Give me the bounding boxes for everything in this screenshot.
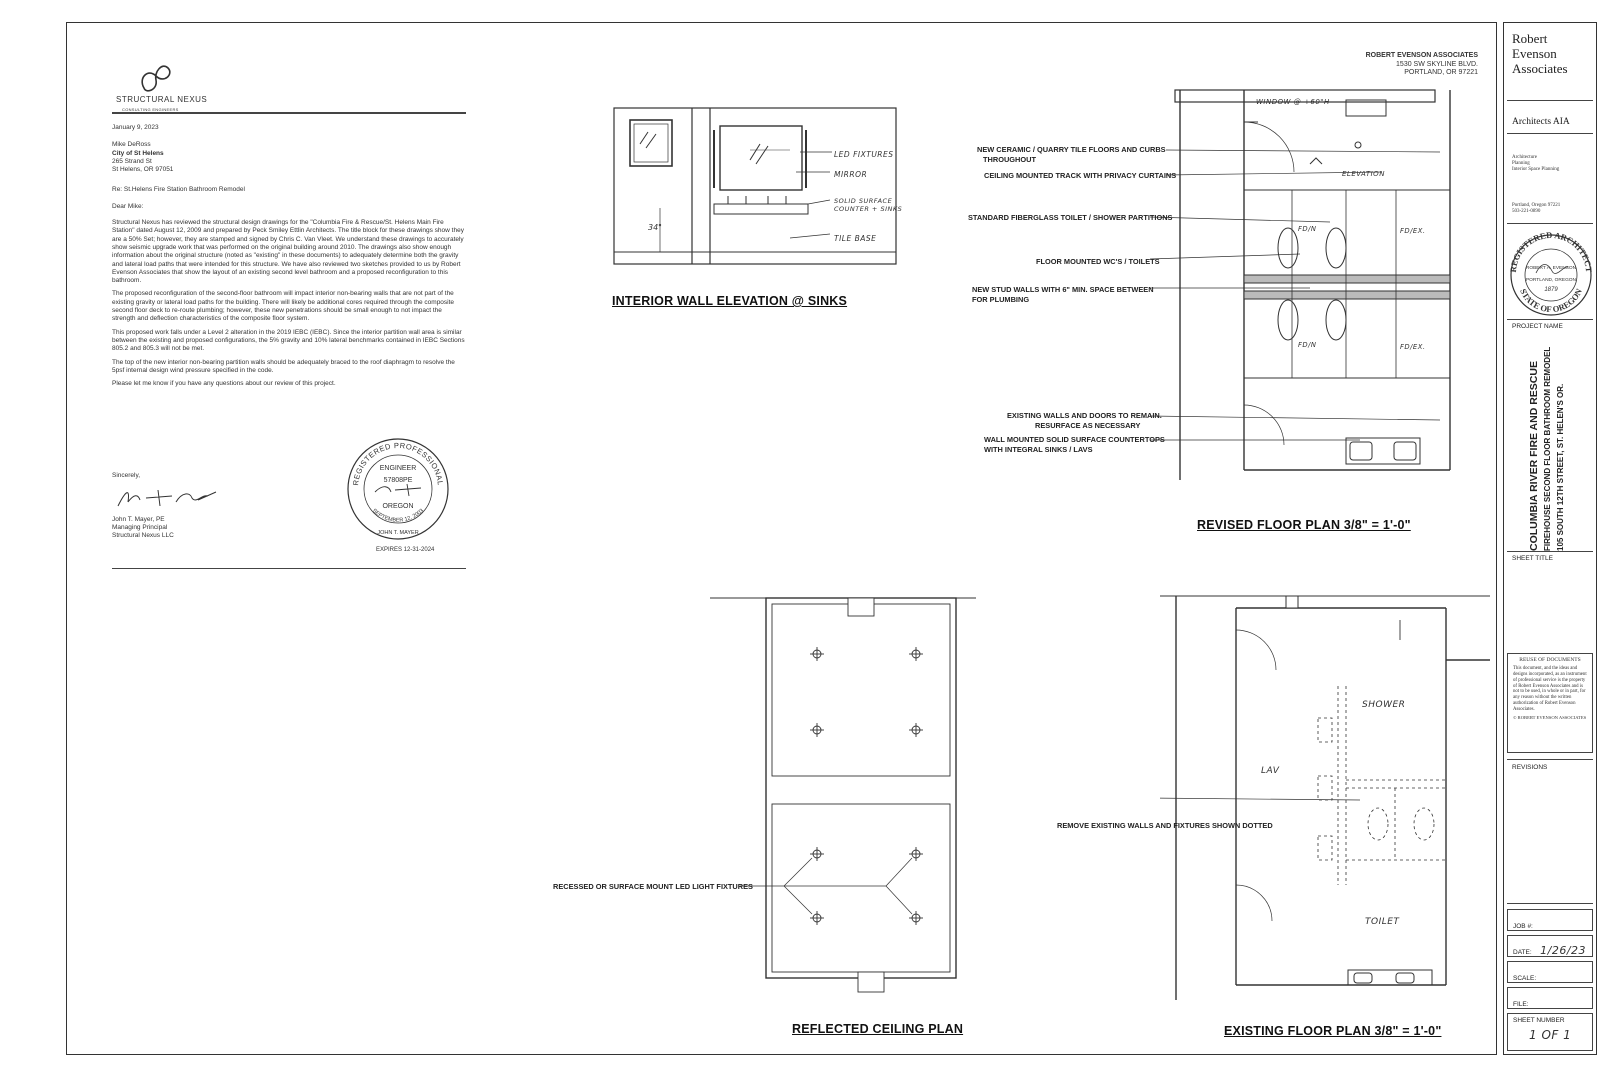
letter-paragraph: Please let me know if you have any questions about our review of this project. xyxy=(112,380,336,388)
elev-label-counter: COUNTER + SINKS xyxy=(834,205,903,213)
divider xyxy=(1507,759,1593,760)
file-cell xyxy=(1507,987,1593,1009)
elev-label-mirror: MIRROR xyxy=(834,170,868,179)
seal-role: ENGINEER xyxy=(379,465,417,472)
window-label: WINDOW @ +60"H xyxy=(1256,98,1330,106)
ceiling-note: RECESSED OR SURFACE MOUNT LED LIGHT FIXTURES xyxy=(553,882,753,891)
firm-header-name: ROBERT EVENSON ASSOCIATES xyxy=(1365,52,1478,59)
revised-note: RESURFACE AS NECESSARY xyxy=(1035,421,1141,430)
stamp-num: 1879 xyxy=(1544,287,1558,293)
recipient-line: Mike DeRoss xyxy=(112,141,151,149)
signer-line: Managing Principal xyxy=(112,523,168,531)
title-block xyxy=(1503,22,1597,1055)
firm-phone: 503-221-0890 xyxy=(1512,209,1541,215)
date-label: DATE: xyxy=(1513,949,1532,956)
firm-contact xyxy=(1512,203,1560,215)
signer-line: John T. Mayer, PE xyxy=(112,515,165,523)
job-label: JOB #: xyxy=(1513,923,1533,930)
firm-header xyxy=(1320,52,1478,78)
divider xyxy=(1507,551,1593,552)
firm-name-line: Evenson xyxy=(1512,46,1557,61)
divider xyxy=(1507,223,1593,224)
elevation-tag: ELEVATION xyxy=(1342,170,1385,178)
letter-paragraph: This proposed work falls under a Level 2 alteration in the 2019 IEBC (IEBC). Since the interior partition wall area is similar between the existing and proposed configurations, the 5% gravity and 10% lateral benchmarks contained in IEBC Sections 805.2 and 805.3 will not be met. xyxy=(112,328,465,353)
firm-header-address: 1530 SW SKYLINE BLVD. xyxy=(1396,60,1478,68)
recipient-line: 265 Strand St xyxy=(112,157,152,165)
revised-note: WITH INTEGRAL SINKS / LAVS xyxy=(984,445,1093,454)
letter-bottom-rule xyxy=(112,568,466,569)
project-name-label: PROJECT NAME xyxy=(1512,323,1563,330)
signer-line: Structural Nexus LLC xyxy=(112,532,174,540)
job-number-cell xyxy=(1507,909,1593,931)
existing-plan-title: EXISTING FLOOR PLAN 3/8" = 1'-0" xyxy=(1224,1024,1442,1038)
project-line-3: 105 SOUTH 12TH STREET, ST. HELEN'S OR. xyxy=(1556,383,1565,551)
elev-label-led: LED FIXTURES xyxy=(834,150,894,159)
service-line: Architecture xyxy=(1512,155,1537,160)
revised-plan-leader-lines xyxy=(1150,140,1450,480)
revised-note: STANDARD FIBERGLASS TOILET / SHOWER PARTITIONS xyxy=(968,213,1173,222)
svg-text:SEPTEMBER 12, 2003 xyxy=(371,508,425,524)
recipient-line: St Helens, OR 97051 xyxy=(112,166,174,174)
elev-label-solid-surface: SOLID SURFACE xyxy=(834,197,893,205)
letter-date: January 9, 2023 xyxy=(112,124,159,131)
reflected-ceiling-plan-drawing xyxy=(710,592,980,1012)
fixture-tag: FD/EX. xyxy=(1400,227,1426,235)
fixture-tag: FD/N xyxy=(1298,225,1317,233)
firm-name-line: Robert xyxy=(1512,31,1548,46)
file-label: FILE: xyxy=(1513,1001,1529,1008)
recipient-line: City of St Helens xyxy=(112,149,164,157)
seal-state: OREGON xyxy=(382,503,414,510)
stamp-city: PORTLAND, OREGON xyxy=(1525,278,1577,283)
scale-label: SCALE: xyxy=(1513,975,1537,982)
signature-block xyxy=(112,472,292,540)
firm-name-line: Associates xyxy=(1512,61,1568,76)
existing-note: REMOVE EXISTING WALLS AND FIXTURES SHOWN DOTTED xyxy=(1057,821,1273,830)
seal-expiration: EXPIRES 12-31-2024 xyxy=(376,547,435,553)
fixture-tag: FD/EX. xyxy=(1400,343,1426,351)
ceiling-plan-title: REFLECTED CEILING PLAN xyxy=(792,1022,964,1036)
stamp-ring-top: REGISTERED ARCHITECT xyxy=(1508,229,1594,273)
firm-header-city: PORTLAND, OR 97221 xyxy=(1404,69,1478,77)
firm-city: Portland, Oregon 97221 xyxy=(1512,203,1561,208)
interior-elevation-drawing xyxy=(600,100,920,280)
reuse-box xyxy=(1507,653,1593,753)
handwritten-signature-icon xyxy=(112,484,222,512)
firm-services xyxy=(1512,155,1559,174)
letter-paragraph: Structural Nexus has reviewed the structural design drawings for the "Columbia Fire & Rescue/St. Helens Main Fire Station" dated August 12, 2009 and prepared by Peck Smiley Ettlin Architects. The title block for these drawings show they are a 50% Set; however, they are stamped and signed by Chris C. Van Vleet. We understand these drawings to accurately show seismic upgrade work that was performed on the original building around 2010. The drawings also show enough information about the original structure (noted as "existing" in these documents) to adequately determine both the gravity and lateral load paths that were intended for this structure. We have also reviewed two sketches provided to us by Robert Evenson Associates that show the layout of an existing second level bathroom and a proposed reconfiguration to this bathroom. xyxy=(112,219,464,285)
letterhead-name: STRUCTURAL NEXUS xyxy=(116,95,208,104)
elevation-dim: 34" xyxy=(648,223,662,232)
letter-paragraph: The top of the new interior non-bearing partition walls should be adequately braced to the roof diaphragm to resolve the 5psf internal design wind pressure specified in the code. xyxy=(112,358,455,374)
revised-note: FLOOR MOUNTED WC'S / TOILETS xyxy=(1036,257,1160,266)
seal-name: JOHN T. MAYER xyxy=(377,530,419,536)
seal-top-text: REGISTERED PROFESSIONAL xyxy=(351,440,445,487)
letter-closing: Sincerely, xyxy=(112,472,141,479)
room-label-lav: LAV xyxy=(1261,766,1280,776)
room-label-shower: SHOWER xyxy=(1362,700,1406,710)
reuse-text: This document, and the ideas and designs incorporated, as an instrument of professional service is the property of Robert Evenson Associates and is not to be used, in whole or in part, for any reason without the written authorization of Robert Evenson Associates. xyxy=(1513,666,1587,712)
divider xyxy=(1507,133,1593,134)
sheet-number-value: 1 OF 1 xyxy=(1529,1028,1572,1042)
seal-date: SEPTEMBER 12, 2003 xyxy=(370,507,426,524)
service-line: Planning xyxy=(1512,161,1530,167)
firm-block xyxy=(1507,27,1593,101)
reuse-copyright: © ROBERT EVENSON ASSOCIATES xyxy=(1513,714,1587,720)
fixture-tag: FD/N xyxy=(1298,341,1317,349)
stamp-name: ROBERT A. EVENSON xyxy=(1525,266,1577,271)
revised-note: CEILING MOUNTED TRACK WITH PRIVACY CURTAINS xyxy=(984,171,1177,180)
letter-salutation: Dear Mike: xyxy=(112,202,144,210)
sheet-number-cell xyxy=(1507,1013,1593,1051)
engineer-letter xyxy=(112,62,478,582)
revised-note: NEW STUD WALLS WITH 6" MIN. SPACE BETWEEN xyxy=(972,285,1154,294)
revisions-label: REVISIONS xyxy=(1512,764,1548,771)
revised-note: WALL MOUNTED SOLID SURFACE COUNTERTOPS xyxy=(984,435,1165,444)
scale-cell xyxy=(1507,961,1593,983)
date-value: 1/26/23 xyxy=(1540,944,1587,957)
revised-note: NEW CERAMIC / QUARRY TILE FLOORS AND CURBS xyxy=(977,145,1166,154)
sheet-number-label: SHEET NUMBER xyxy=(1513,1017,1565,1024)
seal-number: 57808PE xyxy=(383,477,413,484)
revised-note: FOR PLUMBING xyxy=(972,295,1030,304)
revised-note: EXISTING WALLS AND DOORS TO REMAIN. xyxy=(1007,411,1162,420)
service-line: Interior Space Planning xyxy=(1512,167,1560,173)
letterhead-rule xyxy=(112,112,466,114)
letterhead-sub: CONSULTING ENGINEERS xyxy=(122,107,179,112)
project-line-2: FIREHOUSE SECOND FLOOR BATHROOM REMODEL xyxy=(1543,346,1552,551)
structural-nexus-logo-icon xyxy=(136,64,176,96)
elevation-title: INTERIOR WALL ELEVATION @ SINKS xyxy=(612,294,848,308)
stamp-ring-bottom: STATE OF OREGON xyxy=(1518,287,1584,315)
date-cell xyxy=(1507,935,1593,957)
elev-label-tile-base: TILE BASE xyxy=(834,234,877,243)
existing-floor-plan-drawing xyxy=(1160,590,1490,1020)
engineer-seal-icon xyxy=(345,434,451,544)
sheet-title-label: SHEET TITLE xyxy=(1512,555,1553,562)
divider xyxy=(1507,319,1593,320)
reuse-title: REUSE OF DOCUMENTS xyxy=(1519,657,1581,663)
revised-plan-title: REVISED FLOOR PLAN 3/8" = 1'-0" xyxy=(1197,518,1411,532)
architect-stamp-icon xyxy=(1508,227,1594,319)
project-line-1: COLUMBIA RIVER FIRE AND RESCUE xyxy=(1528,361,1540,551)
letter-re: Re: St.Helens Fire Station Bathroom Remodel xyxy=(112,186,245,194)
firm-sub: Architects AIA xyxy=(1512,117,1570,127)
room-label-toilet: TOILET xyxy=(1365,917,1400,927)
divider xyxy=(1507,903,1593,904)
letter-paragraph: The proposed reconfiguration of the second-floor bathroom will impact interior non-bearing walls that are not part of the existing gravity or lateral load paths for the building. There will likely be additional cores required through the composite second floor deck to re-route plumbing; however, these new penetrations should be small enough to not impact the strength and deflection characteristics of the composite floor system. xyxy=(112,290,455,323)
revised-note: THROUGHOUT xyxy=(983,155,1036,164)
